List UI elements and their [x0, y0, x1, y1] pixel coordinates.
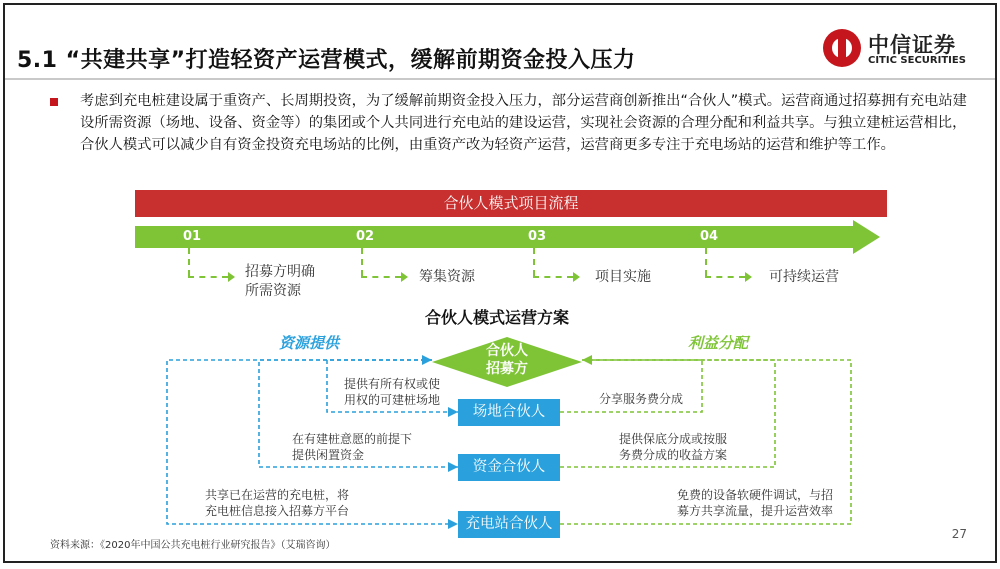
step-label: 可持续运营: [769, 269, 839, 285]
capital-partner-box: 资金合伙人: [458, 454, 560, 481]
station-benefit-note: 免费的设备软硬件调试，与招 募方共享流量，提升运营效率: [677, 488, 834, 518]
step-number: 02: [356, 229, 375, 244]
venue-benefit-note: 分享服务费分成: [599, 392, 684, 406]
station-note: 共享已在运营的充电桩，将 充电桩信息接入招募方平台: [205, 488, 350, 518]
logo-en-text: CITIC SECURITIES: [868, 55, 966, 66]
page-number: 27: [951, 527, 967, 541]
step-label: 招募方明确 所需资源: [245, 264, 315, 299]
capital-benefit-note: 提供保底分成或按服 务费分成的收益方案: [619, 432, 728, 462]
step-number: 04: [700, 229, 719, 244]
step-label: 项目实施: [595, 269, 651, 285]
body-paragraph: 考虑到充电桩建设属于重资产、长周期投资，为了缓解前期资金投入压力，部分运营商创新推出“合伙人”模式。运营商通过招募拥有充电站建设所需资源（场地、设备、资金等）的集团或个人共同进行充电站的建设运营，实现社会资源的合理分配和利益共享。与独立建桩运营相比，合伙人模式可以减少自有资金投资充电场站的比例，由重资产改为轻资产运营，运营商更多专注于充电场站的运营和维护等工作。: [80, 93, 967, 153]
capital-note: 在有建桩意愿的前提下 提供闲置资金: [292, 432, 413, 462]
step-number: 01: [183, 229, 202, 244]
process-banner: 合伙人模式项目流程: [135, 190, 887, 217]
step-label: 筹集资源: [419, 269, 475, 285]
step-number: 03: [528, 229, 547, 244]
slide: [3, 3, 997, 563]
charging-station-partner-box: 充电站合伙人: [458, 511, 560, 538]
venue-note: 提供有所有权或使 用权的可建桩场地: [344, 377, 441, 407]
recruiter-label: 合伙人 招募方: [486, 343, 528, 377]
venue-partner-box: 场地合伙人: [458, 399, 560, 426]
logo-cn-text: 中信证券: [868, 33, 956, 57]
page-title: 5.1 “共建共享”打造轻资产运营模式，缓解前期资金投入压力: [17, 48, 636, 73]
resource-provide-label: 资源提供: [279, 334, 340, 352]
scheme-title: 合伙人模式运营方案: [425, 308, 570, 327]
benefit-distribution-label: 利益分配: [688, 334, 749, 352]
source-note: 资料来源：《2020年中国公共充电桩行业研究报告》（艾瑞咨询）: [50, 540, 336, 551]
